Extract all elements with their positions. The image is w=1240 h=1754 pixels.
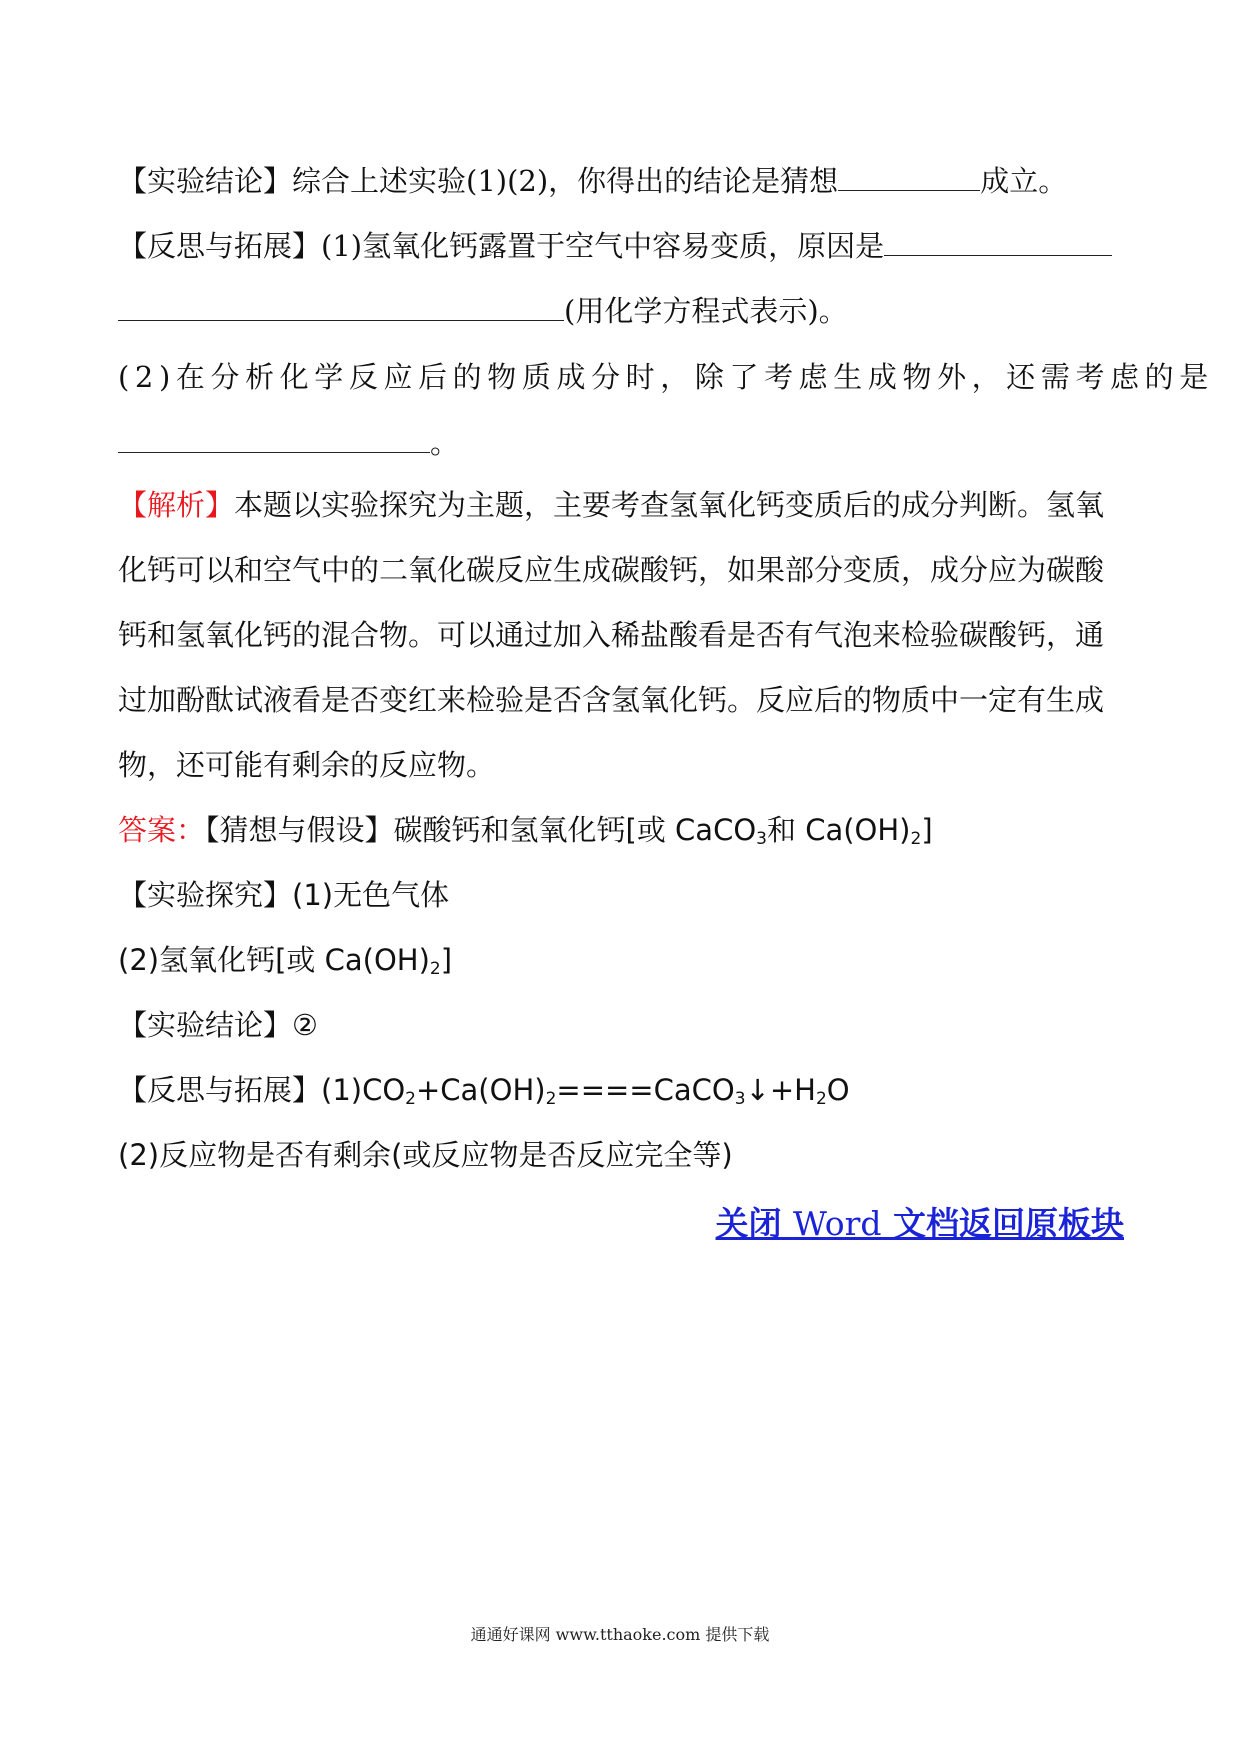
answer-blank[interactable] xyxy=(838,164,980,191)
reflect-question-1-cont: (用化学方程式表示)。 xyxy=(118,291,1124,331)
reflect-question-2-cont: 。 xyxy=(118,423,1124,463)
answer-line-4: 【实验结论】② xyxy=(118,1008,318,1042)
answer-label: 答案： xyxy=(118,813,206,847)
answer-blank[interactable] xyxy=(118,426,430,453)
answer-line-5: 【反思与拓展】$(1)CO_2+Ca(OH)_2====CaCO_3↓+H_2O$ xyxy=(118,1073,850,1109)
analysis-label: 【解析】 xyxy=(118,488,235,522)
answer-line-6: (2)反应物是否有剩余(或反应物是否反应完全等) xyxy=(118,1138,733,1172)
page-footer: 通通好课网 www.tthaoke.com 提供下载 xyxy=(470,1625,770,1644)
analysis-line-2: 化钙可以和空气中的二氧化碳反应生成碳酸钙，如果部分变质，成分应为碳酸 xyxy=(118,553,1105,587)
analysis-line-5: 物，还可能有剩余的反应物。 xyxy=(118,748,496,782)
analysis-line-3: 钙和氢氧化钙的混合物。可以通过加入稀盐酸看是否有气泡来检验碳酸钙，通 xyxy=(118,618,1105,652)
analysis-line-1: 【解析】本题以实验探究为主题，主要考查氢氧化钙变质后的成分判断。氢氧 xyxy=(118,488,1105,522)
answer-blank[interactable] xyxy=(884,229,1112,256)
reflect-question-1: 【反思与拓展】(1)氢氧化钙露置于空气中容易变质，原因是 xyxy=(118,226,1124,266)
reflect-question-2: (2)在分析化学反应后的物质成分时，除了考虑生成物外，还需考虑的是 xyxy=(118,360,1214,394)
close-word-return-link[interactable]: 关闭 Word 文档返回原板块 xyxy=(715,1204,1124,1243)
conclusion-question: 【实验结论】综合上述实验(1)(2)，你得出的结论是猜想 成立。 xyxy=(118,164,1068,198)
answer-line-2: 【实验探究】(1)无色气体 xyxy=(118,878,450,912)
analysis-line-4: 过加酚酞试液看是否变红来检验是否含氢氧化钙。反应后的物质中一定有生成 xyxy=(118,683,1105,717)
conclusion-label: 【实验结论】 xyxy=(118,164,293,198)
reflect-label: 【反思与拓展】 xyxy=(118,229,322,263)
answer-line-3: (2)氢氧化钙[或 $Ca(OH)_2$] xyxy=(118,943,453,979)
answer-blank[interactable] xyxy=(118,294,564,321)
answer-line-1: 答案：【猜想与假设】碳酸钙和氢氧化钙[或 CaCO$_3$和 $Ca(OH)_2$] xyxy=(118,813,933,849)
